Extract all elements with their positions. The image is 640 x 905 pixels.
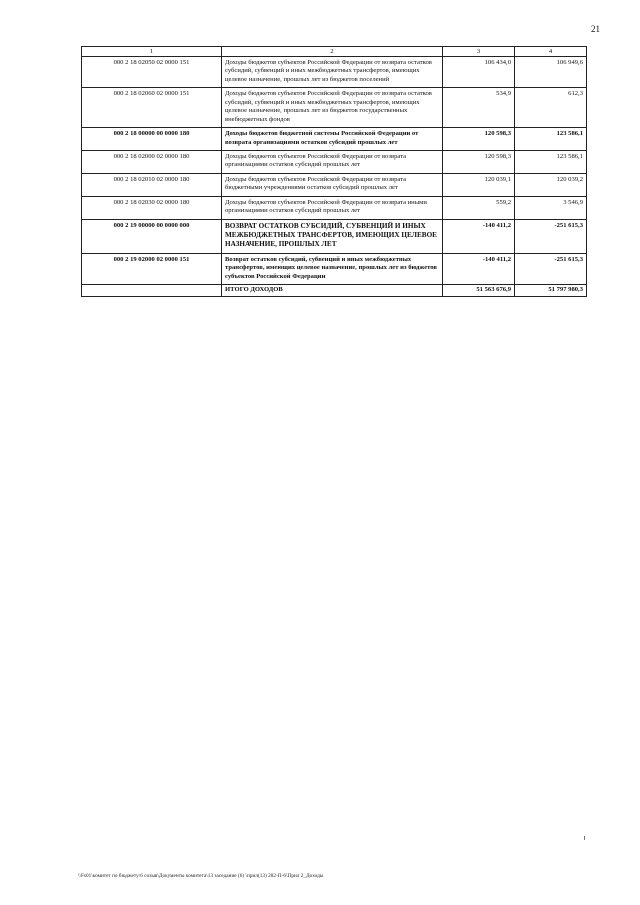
table-row xyxy=(82,150,587,173)
revenue-name: Доходы бюджетов субъектов Российской Федерации от возврата бюджетными учреждениями остатков субсидий прошлых лет xyxy=(222,173,443,196)
budget-code: 000 2 19 02000 02 0000 151 xyxy=(82,253,222,284)
revenue-name: Возврат остатков субсидий, субвенций и иных межбюджетных трансфертов, имеющих целевое назначение, прошлых лет из бюджетов субъектов Российской Федерации xyxy=(222,253,443,284)
budget-code: 000 2 18 02030 02 0000 180 xyxy=(82,196,222,219)
budget-code: 000 2 18 02060 02 0000 151 xyxy=(82,88,222,128)
column-number-4: 4 xyxy=(515,47,587,57)
revenue-name: Доходы бюджетов бюджетной системы Российской Федерации от возврата организациями остатков субсидий прошлых лет xyxy=(222,128,443,151)
budget-code: 000 2 18 02050 02 0000 151 xyxy=(82,57,222,88)
amount-col3: -140 411,2 xyxy=(443,253,515,284)
table-row xyxy=(82,196,587,219)
revenue-table xyxy=(81,46,587,297)
revenue-name: ВОЗВРАТ ОСТАТКОВ СУБСИДИЙ, СУБВЕНЦИЙ И ИНЫХ МЕЖБЮДЖЕТНЫХ ТРАНСФЕРТОВ, ИМЕЮЩИХ ЦЕЛЕВОЕ НАЗНАЧЕНИЕ, ПРОШЛЫХ ЛЕТ xyxy=(222,219,443,253)
total-row xyxy=(82,284,587,296)
page-number: 21 xyxy=(591,24,600,34)
revenue-name: Доходы бюджетов субъектов Российской Федерации от возврата иными организациями остатков субсидий прошлых лет xyxy=(222,196,443,219)
budget-code: 000 2 18 00000 00 0000 180 xyxy=(82,128,222,151)
amount-col3: 534,9 xyxy=(443,88,515,128)
amount-col4: 106 949,6 xyxy=(515,57,587,88)
total-col3: 51 563 676,9 xyxy=(443,284,515,296)
table-row xyxy=(82,219,587,253)
budget-code: 000 2 19 00000 00 0000 000 xyxy=(82,219,222,253)
table-row xyxy=(82,128,587,151)
column-number-2: 2 xyxy=(222,47,443,57)
budget-code: 000 2 18 02000 02 0000 180 xyxy=(82,150,222,173)
amount-col4: -251 615,3 xyxy=(515,253,587,284)
total-code xyxy=(82,284,222,296)
scan-mark xyxy=(584,836,585,840)
table-row xyxy=(82,57,587,88)
column-number-1: 1 xyxy=(82,47,222,57)
amount-col3: 120 598,3 xyxy=(443,150,515,173)
table-row xyxy=(82,88,587,128)
table-row xyxy=(82,173,587,196)
column-number-row xyxy=(82,47,587,57)
amount-col4: 123 586,1 xyxy=(515,128,587,151)
revenue-name: Доходы бюджетов субъектов Российской Федерации от возврата организациями остатков субсидий прошлых лет xyxy=(222,150,443,173)
amount-col4: 3 546,9 xyxy=(515,196,587,219)
column-number-3: 3 xyxy=(443,47,515,57)
file-path-footer: \\Fs01\комитет по бюджету\6 созыв\Документы комитета\13 заседание (6) \прил(13) 282-П-6\Прил 2_Доходы xyxy=(78,873,324,879)
amount-col3: -140 411,2 xyxy=(443,219,515,253)
total-col4: 51 797 980,3 xyxy=(515,284,587,296)
amount-col3: 120 598,3 xyxy=(443,128,515,151)
amount-col3: 559,2 xyxy=(443,196,515,219)
amount-col4: 123 586,1 xyxy=(515,150,587,173)
amount-col4: -251 615,3 xyxy=(515,219,587,253)
revenue-name: Доходы бюджетов субъектов Российской Федерации от возврата остатков субсидий, субвенций и иных межбюджетных трансфертов, имеющих целевое назначение, прошлых лет из бюджетов государственных внебюджетных фондов xyxy=(222,88,443,128)
revenue-name: Доходы бюджетов субъектов Российской Федерации от возврата остатков субсидий, субвенций и иных межбюджетных трансфертов, имеющих целевое назначение, прошлых лет из бюджетов поселений xyxy=(222,57,443,88)
amount-col4: 612,3 xyxy=(515,88,587,128)
budget-code: 000 2 18 02010 02 0000 180 xyxy=(82,173,222,196)
total-label: ИТОГО ДОХОДОВ xyxy=(222,284,443,296)
amount-col3: 120 039,1 xyxy=(443,173,515,196)
table-row xyxy=(82,253,587,284)
amount-col3: 106 434,0 xyxy=(443,57,515,88)
amount-col4: 120 039,2 xyxy=(515,173,587,196)
